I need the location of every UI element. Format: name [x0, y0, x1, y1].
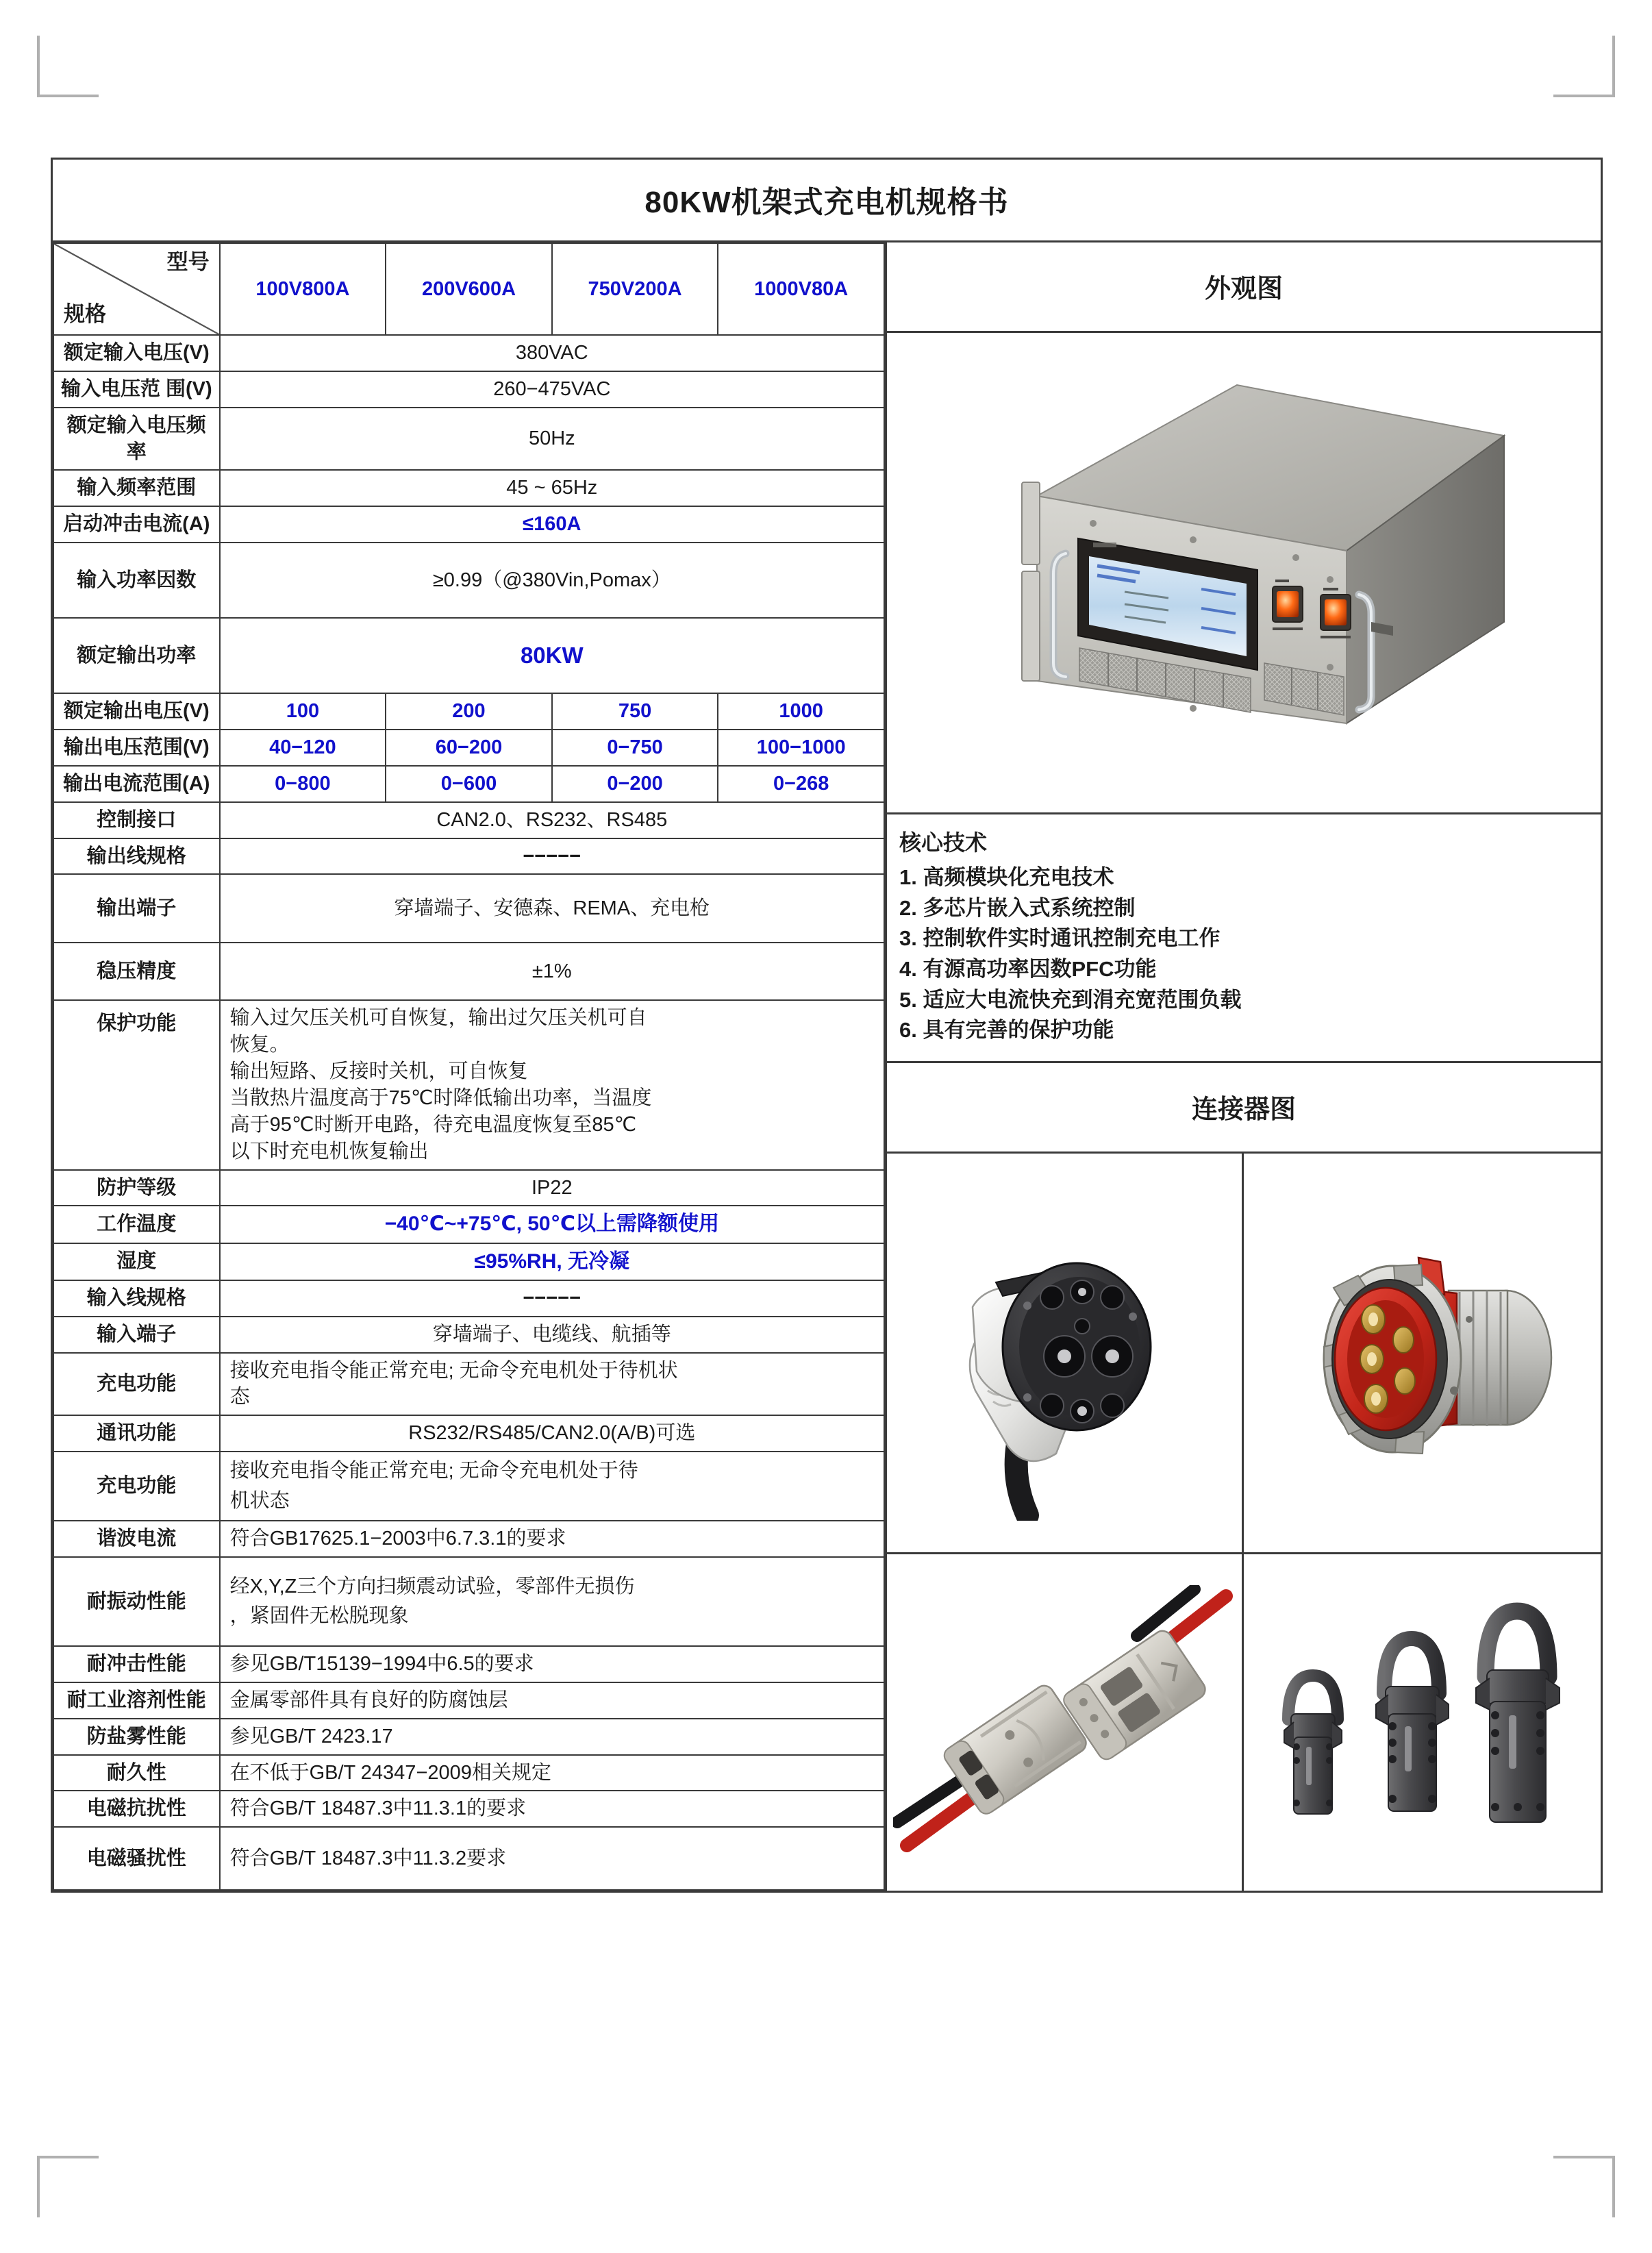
row-label-output-voltage-range: 输出电压范围(V) — [53, 730, 220, 766]
row-value-control-interface: CAN2.0、RS232、RS485 — [220, 802, 884, 838]
row-label-rated-output-voltage: 额定输出电压(V) — [53, 693, 220, 730]
row-label-output-current-range: 输出电流范围(A) — [53, 766, 220, 802]
row-label-harmonic-current: 谐波电流 — [53, 1521, 220, 1557]
row-label-humidity: 湿度 — [53, 1243, 220, 1280]
row-value-rated-output-voltage-2: 750 — [552, 693, 718, 730]
row-value-power-factor: ≥0.99（@380Vin,Pomax） — [220, 543, 884, 618]
row-value-input-voltage-range: 260−475VAC — [220, 371, 884, 408]
connector-image-grid — [887, 1154, 1601, 1891]
row-value-input-terminal: 穿墙端子、电缆线、航插等 — [220, 1317, 884, 1353]
model-header-2: 750V200A — [552, 243, 718, 335]
table-row-input-terminal — [53, 1317, 884, 1353]
row-value-charging-function-2 — [220, 1452, 884, 1521]
table-row-output-terminal — [53, 874, 884, 943]
row-value-emi-emission: 符合GB/T 18487.3中11.3.2要求 — [220, 1827, 884, 1890]
row-label-rated-input-voltage: 额定输入电压(V) — [53, 335, 220, 371]
model-axis-label: 型号 — [166, 250, 210, 274]
row-value-charging-function-1 — [220, 1353, 884, 1416]
connector-cell-rema-handles — [1244, 1554, 1601, 1891]
table-header-row — [53, 243, 884, 335]
row-label-output-wire-spec: 输出线规格 — [53, 838, 220, 875]
row-label-solvent-resistance: 耐工业溶剂性能 — [53, 1682, 220, 1719]
row-label-protection-grade: 防护等级 — [53, 1170, 220, 1206]
table-row-rated-input-frequency — [53, 408, 884, 471]
charging-function-2-line-0: 接收充电指令能正常充电; 无命令充电机处于待 — [229, 1460, 638, 1482]
table-row-output-voltage-range — [53, 730, 884, 766]
row-value-harmonic-current: 符合GB17625.1−2003中6.7.3.1的要求 — [220, 1521, 884, 1557]
crop-mark-bottom-right — [1553, 2156, 1615, 2217]
crop-mark-top-right — [1553, 36, 1615, 97]
row-value-durability: 在不低于GB/T 24347−2009相关规定 — [220, 1755, 884, 1791]
row-label-power-factor: 输入功率因数 — [53, 543, 220, 618]
row-value-output-voltage-range-2: 0−750 — [552, 730, 718, 766]
row-value-output-terminal: 穿墙端子、安德森、REMA、充电枪 — [220, 874, 884, 943]
sheet-body — [53, 242, 1601, 1891]
row-value-rated-output-voltage-0: 100 — [220, 693, 386, 730]
vibration-line-1: ，紧固件无松脱现象 — [229, 1605, 409, 1627]
core-tech-item-2: 2. 多芯片嵌入式系统控制 — [899, 895, 1136, 920]
row-label-emi-immunity: 电磁抗扰性 — [53, 1791, 220, 1827]
row-value-output-voltage-range-0: 40−120 — [220, 730, 386, 766]
core-technology-list — [899, 862, 1588, 1046]
table-row-input-frequency-range — [53, 470, 884, 506]
protection-line-1: 恢复。 — [229, 1034, 290, 1056]
row-value-inrush-current: ≤160A — [220, 506, 884, 543]
table-row-rated-input-voltage — [53, 335, 884, 371]
table-row-input-voltage-range — [53, 371, 884, 408]
core-tech-item-4: 4. 有源高功率因数PFC功能 — [899, 956, 1157, 981]
row-label-salt-spray: 防盐雾性能 — [53, 1719, 220, 1755]
row-value-output-voltage-range-1: 60−200 — [386, 730, 552, 766]
row-value-emi-immunity: 符合GB/T 18487.3中11.3.1的要求 — [220, 1791, 884, 1827]
row-value-output-current-range-0: 0−800 — [220, 766, 386, 802]
table-row-harmonic-current — [53, 1521, 884, 1557]
row-label-durability: 耐久性 — [53, 1755, 220, 1791]
table-row-inrush-current — [53, 506, 884, 543]
core-tech-item-3: 3. 控制软件实时通讯控制充电工作 — [899, 926, 1221, 951]
connector-cell-charging-gun — [887, 1154, 1244, 1554]
row-value-shock-resistance: 参见GB/T15139−1994中6.5的要求 — [220, 1646, 884, 1682]
anderson-connector-illustration — [893, 1585, 1236, 1859]
table-row-emi-immunity — [53, 1791, 884, 1827]
protection-line-5: 以下时充电机恢复输出 — [229, 1140, 429, 1162]
ev-charging-gun-illustration — [893, 1185, 1236, 1521]
row-value-rated-output-voltage-1: 200 — [386, 693, 552, 730]
table-row-salt-spray — [53, 1719, 884, 1755]
core-tech-item-5: 5. 适应大电流快充到涓充宽范围负载 — [899, 987, 1242, 1012]
table-row-humidity — [53, 1243, 884, 1280]
industrial-plug-illustration — [1251, 1185, 1594, 1521]
row-value-output-wire-spec: −−−−− — [220, 838, 884, 875]
row-value-vibration-resistance — [220, 1557, 884, 1646]
charging-function-2-line-1: 机状态 — [229, 1489, 290, 1512]
row-label-shock-resistance: 耐冲击性能 — [53, 1646, 220, 1682]
row-label-vibration-resistance: 耐振动性能 — [53, 1557, 220, 1646]
row-value-rated-output-power: 80KW — [220, 618, 884, 693]
row-label-voltage-regulation: 稳压精度 — [53, 943, 220, 1000]
row-value-voltage-regulation: ±1% — [220, 943, 884, 1000]
row-value-output-current-range-2: 0−200 — [552, 766, 718, 802]
row-label-input-wire-spec: 输入线规格 — [53, 1280, 220, 1317]
charging-function-1-line-0: 接收充电指令能正常充电; 无命令充电机处于待机状 — [229, 1359, 678, 1382]
row-value-protection-grade: IP22 — [220, 1170, 884, 1206]
protection-line-2: 输出短路、反接时关机，可自恢复 — [229, 1060, 528, 1083]
page-title: 80KW机架式充电机规格书 — [53, 160, 1601, 242]
row-label-rated-input-frequency: 额定输入电压频率 — [53, 408, 220, 471]
row-value-output-voltage-range-3: 100−1000 — [718, 730, 884, 766]
row-value-input-wire-spec: −−−−− — [220, 1280, 884, 1317]
table-row-emi-emission — [53, 1827, 884, 1890]
rack-charger-illustration — [963, 353, 1525, 792]
protection-line-3: 当散热片温度高于75℃时降低输出功率，当温度 — [229, 1087, 652, 1110]
crop-mark-bottom-left — [37, 2156, 99, 2217]
right-panel — [887, 242, 1601, 1891]
spec-sheet — [51, 158, 1603, 1893]
table-row-control-interface — [53, 802, 884, 838]
row-label-charging-function-1: 充电功能 — [53, 1353, 220, 1416]
table-row-output-wire-spec — [53, 838, 884, 875]
row-value-communication-function: RS232/RS485/CAN2.0(A/B)可选 — [220, 1415, 884, 1452]
core-tech-item-6: 6. 具有完善的保护功能 — [899, 1018, 1114, 1043]
connector-heading: 连接器图 — [887, 1063, 1601, 1154]
row-value-rated-input-voltage: 380VAC — [220, 335, 884, 371]
row-label-emi-emission: 电磁骚扰性 — [53, 1827, 220, 1890]
row-label-protection: 保护功能 — [53, 1000, 220, 1169]
table-row-operating-temperature — [53, 1206, 884, 1243]
table-row-solvent-resistance — [53, 1682, 884, 1719]
table-row-power-factor — [53, 543, 884, 618]
table-row-voltage-regulation — [53, 943, 884, 1000]
row-label-inrush-current: 启动冲击电流(A) — [53, 506, 220, 543]
table-row-durability — [53, 1755, 884, 1791]
table-row-output-current-range — [53, 766, 884, 802]
table-row-shock-resistance — [53, 1646, 884, 1682]
diagonal-header-cell — [53, 243, 220, 335]
table-row-protection — [53, 1000, 884, 1169]
table-row-vibration-resistance — [53, 1557, 884, 1646]
row-value-salt-spray: 参见GB/T 2423.17 — [220, 1719, 884, 1755]
charging-function-1-line-1: 态 — [229, 1386, 250, 1408]
core-technology-heading: 核心技术 — [899, 830, 988, 855]
row-value-solvent-resistance: 金属零部件具有良好的防腐蚀层 — [220, 1682, 884, 1719]
row-value-output-current-range-1: 0−600 — [386, 766, 552, 802]
row-label-rated-output-power: 额定输出功率 — [53, 618, 220, 693]
row-value-rated-input-frequency: 50Hz — [220, 408, 884, 471]
row-label-communication-function: 通讯功能 — [53, 1415, 220, 1452]
charger-appearance-image — [887, 333, 1601, 814]
core-tech-item-1: 1. 高频模块化充电技术 — [899, 865, 1114, 889]
table-row-charging-function-2 — [53, 1452, 884, 1521]
row-label-input-terminal: 输入端子 — [53, 1317, 220, 1353]
table-row-communication-function — [53, 1415, 884, 1452]
row-value-humidity: ≤95%RH, 无冷凝 — [220, 1243, 884, 1280]
row-label-operating-temperature: 工作温度 — [53, 1206, 220, 1243]
row-value-input-frequency-range: 45 ~ 65Hz — [220, 470, 884, 506]
model-header-0: 100V800A — [220, 243, 386, 335]
row-label-charging-function-2: 充电功能 — [53, 1452, 220, 1521]
crop-mark-top-left — [37, 36, 99, 97]
spec-table-container — [53, 242, 887, 1891]
connector-cell-anderson-pair — [887, 1554, 1244, 1891]
table-row-rated-output-power — [53, 618, 884, 693]
table-row-charging-function-1 — [53, 1353, 884, 1416]
core-technology-section — [887, 814, 1601, 1063]
row-label-input-frequency-range: 输入频率范围 — [53, 470, 220, 506]
row-value-operating-temperature: −40℃~+75℃, 50℃以上需降额使用 — [220, 1206, 884, 1243]
connector-cell-industrial-plug — [1244, 1154, 1601, 1554]
row-value-output-current-range-3: 0−268 — [718, 766, 884, 802]
row-label-input-voltage-range: 输入电压范 围(V) — [53, 371, 220, 408]
rema-handle-connectors-illustration — [1251, 1585, 1594, 1859]
table-row-protection-grade — [53, 1170, 884, 1206]
spec-table — [53, 242, 885, 1891]
row-label-control-interface: 控制接口 — [53, 802, 220, 838]
protection-line-4: 高于95℃时断开电路，待充电温度恢复至85℃ — [229, 1113, 637, 1136]
spec-axis-label: 规格 — [64, 302, 106, 327]
vibration-line-0: 经X,Y,Z三个方向扫频震动试验，零部件无损伤 — [229, 1575, 635, 1597]
table-row-input-wire-spec — [53, 1280, 884, 1317]
table-row-rated-output-voltage — [53, 693, 884, 730]
model-header-3: 1000V80A — [718, 243, 884, 335]
row-label-output-terminal: 输出端子 — [53, 874, 220, 943]
protection-line-0: 输入过欠压关机可自恢复，输出过欠压关机可自 — [229, 1007, 647, 1030]
appearance-heading: 外观图 — [887, 242, 1601, 333]
row-value-rated-output-voltage-3: 1000 — [718, 693, 884, 730]
row-value-protection — [220, 1000, 884, 1169]
model-header-1: 200V600A — [386, 243, 552, 335]
